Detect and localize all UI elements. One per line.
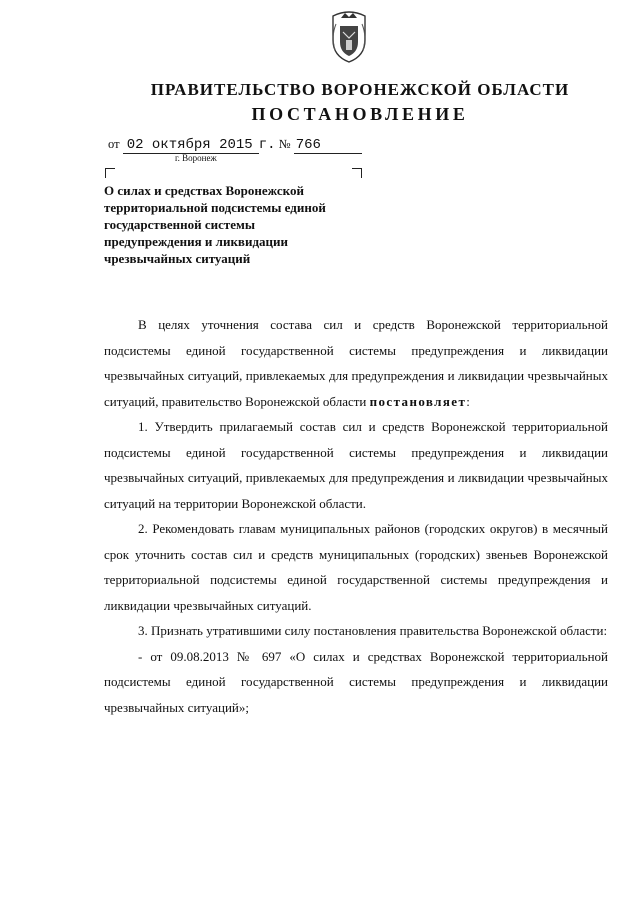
document-number: 766	[294, 137, 362, 154]
item-2-paragraph: 2. Рекомендовать главам муниципальных районов (городских округов) в месячный срок уточнить состав сил и средств муниципальных (городских) звеньев Воронежской территориальной подсистемы единой государственной системы предупреждения и ликвидации чрезвычайных ситуаций.	[104, 521, 608, 613]
year-suffix: г.	[258, 137, 276, 153]
document-date: 02 октября 2015	[123, 137, 259, 154]
intro-paragraph	[104, 312, 608, 414]
item-3-paragraph: 3. Признать утратившими силу постановления правительства Воронежской области:	[138, 623, 608, 638]
date-from-label: от	[108, 137, 120, 151]
number-label: №	[278, 137, 291, 151]
intro-colon: :	[466, 393, 470, 409]
title-corner-right	[352, 168, 362, 178]
document-title: О силах и средствах Воронежской территориальной подсистемы единой государственной системы предупреждения и ликвидации чрезвычайных ситуаций	[104, 183, 326, 266]
item-3-bullet: - от 09.08.2013 № 697 «О силах и средствах Воронежской территориальной подсистемы единой государственной системы предупреждения и ликвидации чрезвычайных ситуаций»;	[104, 648, 608, 715]
dateline	[108, 137, 362, 154]
intro-keyword: постановляет	[369, 393, 467, 409]
city-label: г. Воронеж	[175, 153, 217, 163]
title-corner-left	[105, 168, 115, 178]
item-1-paragraph: 1. Утвердить прилагаемый состав сил и средств Воронежской территориальной подсистемы единой государственной системы предупреждения и ликвидации чрезвычайных ситуаций, привлекаемых для предупреждения и ликвидации чрезвычайных ситуаций на территории Воронежской области.	[104, 419, 608, 511]
document-type-heading: ПОСТАНОВЛЕНИЕ	[251, 104, 469, 124]
intro-text: В целях уточнения состава сил и средств Воронежской территориальной подсистемы единой государственной системы предупреждения и ликвидации чрезвычайных ситуаций, привлекаемых для предупреждения и ликвидации чрезвычайных ситуаций, правительство Воронежской области	[104, 317, 608, 409]
coat-of-arms-emblem	[327, 10, 371, 64]
document-body	[104, 312, 608, 720]
government-heading: ПРАВИТЕЛЬСТВО ВОРОНЕЖСКОЙ ОБЛАСТИ	[150, 80, 570, 99]
